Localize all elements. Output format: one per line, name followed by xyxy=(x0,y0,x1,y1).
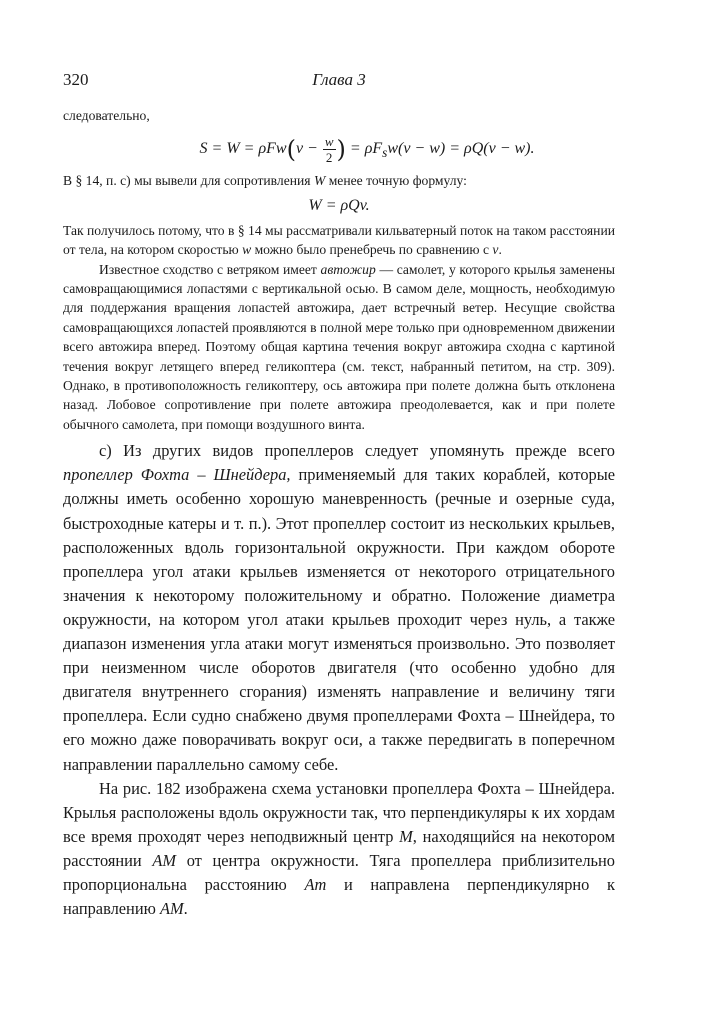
page-number: 320 xyxy=(63,70,89,89)
book-page xyxy=(63,70,615,921)
formula-thrust-inner: v − xyxy=(295,140,318,158)
formula-thrust: S = W = ρFw(v − $\frac{w}{2}$ ) = $\rho F_sw(v - w) = \rho Q(v - w)$. xyxy=(199,134,535,166)
formula-thrust-rhs2: w(v − w) = ρQ(v − w). xyxy=(387,140,535,158)
intro-text: следовательно, xyxy=(63,108,150,123)
term-voith-schneider: пропеллер Фохта – Шнейдера, xyxy=(63,465,291,485)
chapter-title: Глава 3 xyxy=(312,70,366,89)
paragraph-wake: Так получилось потому, что в § 14 мы рассматривали кильватерный поток на таком расстоянии от тела, на котором скоростью w можно было пренебречь по сравнению с v. xyxy=(63,222,615,258)
formula-thrust-rhs: = ρF xyxy=(349,140,383,158)
formula-fraction: $\frac{w}{2}$ xyxy=(324,134,334,166)
paragraph-autogyro: Известное сходство с ветряком имеет автожир — самолет, у которого крылья заменены самовращающимися лопастями с вертикальной осью. В самом деле, мощность, необходимую для поддержания вращения лопастей автожира, дает встречный ветер. Несущие свойства самовращающихся лопастей проявляются в полной мере только при одновременном движении всего автожира вперед. Поэтому общая картина течения вокруг автожира сходна с картиной течения вокруг летящего вперед геликоптера (см. текст, набранный петитом, на стр. 309). Однако, в противоположность геликоптеру, ось автожира при полете должна быть отклонена назад. Лобовое сопротивление при полете автожира преодолевается, как и при полете обычного самолета, при помощи воздушного винта. xyxy=(63,261,615,432)
formula-resistance: W = ρQv. xyxy=(308,196,370,214)
formula-thrust-lhs: S = W = ρFw xyxy=(199,140,287,158)
page-header xyxy=(63,70,615,100)
paragraph-figure-182: На рис. 182 изображена схема установки пропеллера Фохта – Шнейдера. Крылья расположены вдоль окружности так, что перпендикуляры к их хордам все время проходят через неподвижный центр M, находящийся на некотором расстоянии AM от центра окружности. Тяга пропеллера приблизительно пропорциональна расстоянию Am и направлена перпендикулярно к направлению AM. xyxy=(63,778,615,919)
term-autogyro: автожир xyxy=(320,261,376,277)
paragraph-voith-schneider: c) Из других видов пропеллеров следует упомянуть прежде всего пропеллер Фохта – Шнейдера, применяемый для таких кораблей, которые должны иметь особенно хорошую маневренность (речные и озерные суда, быстроходные катеры и т. п.). Этот пропеллер состоит из нескольких крыльев, расположенных вдоль горизонтальной окружности. При каждом обороте пропеллера угол атаки крыльев изменяется от некоторого отрицательного значения к некоторому положительному и обратно. Положение диаметра окружности, на котором угол атаки крыльев проходит через нуль, а также диапазон изменения угла атаки могут изменяться произвольно. Это позволяет при неизменном числе оборотов двигателя (что особенно удобно для двигателя внутреннего сгорания) изменять направление и величину тяги пропеллера. Если судно снабжено двумя пропеллерами Фохта – Шнейдера, то его можно даже поворачивать вокруг оси, а также передвигать в поперечном направлении параллельно самому себе. xyxy=(63,441,615,774)
reference-paragraph: В § 14, п. с) мы вывели для сопротивления W менее точную формулу: xyxy=(63,173,467,189)
